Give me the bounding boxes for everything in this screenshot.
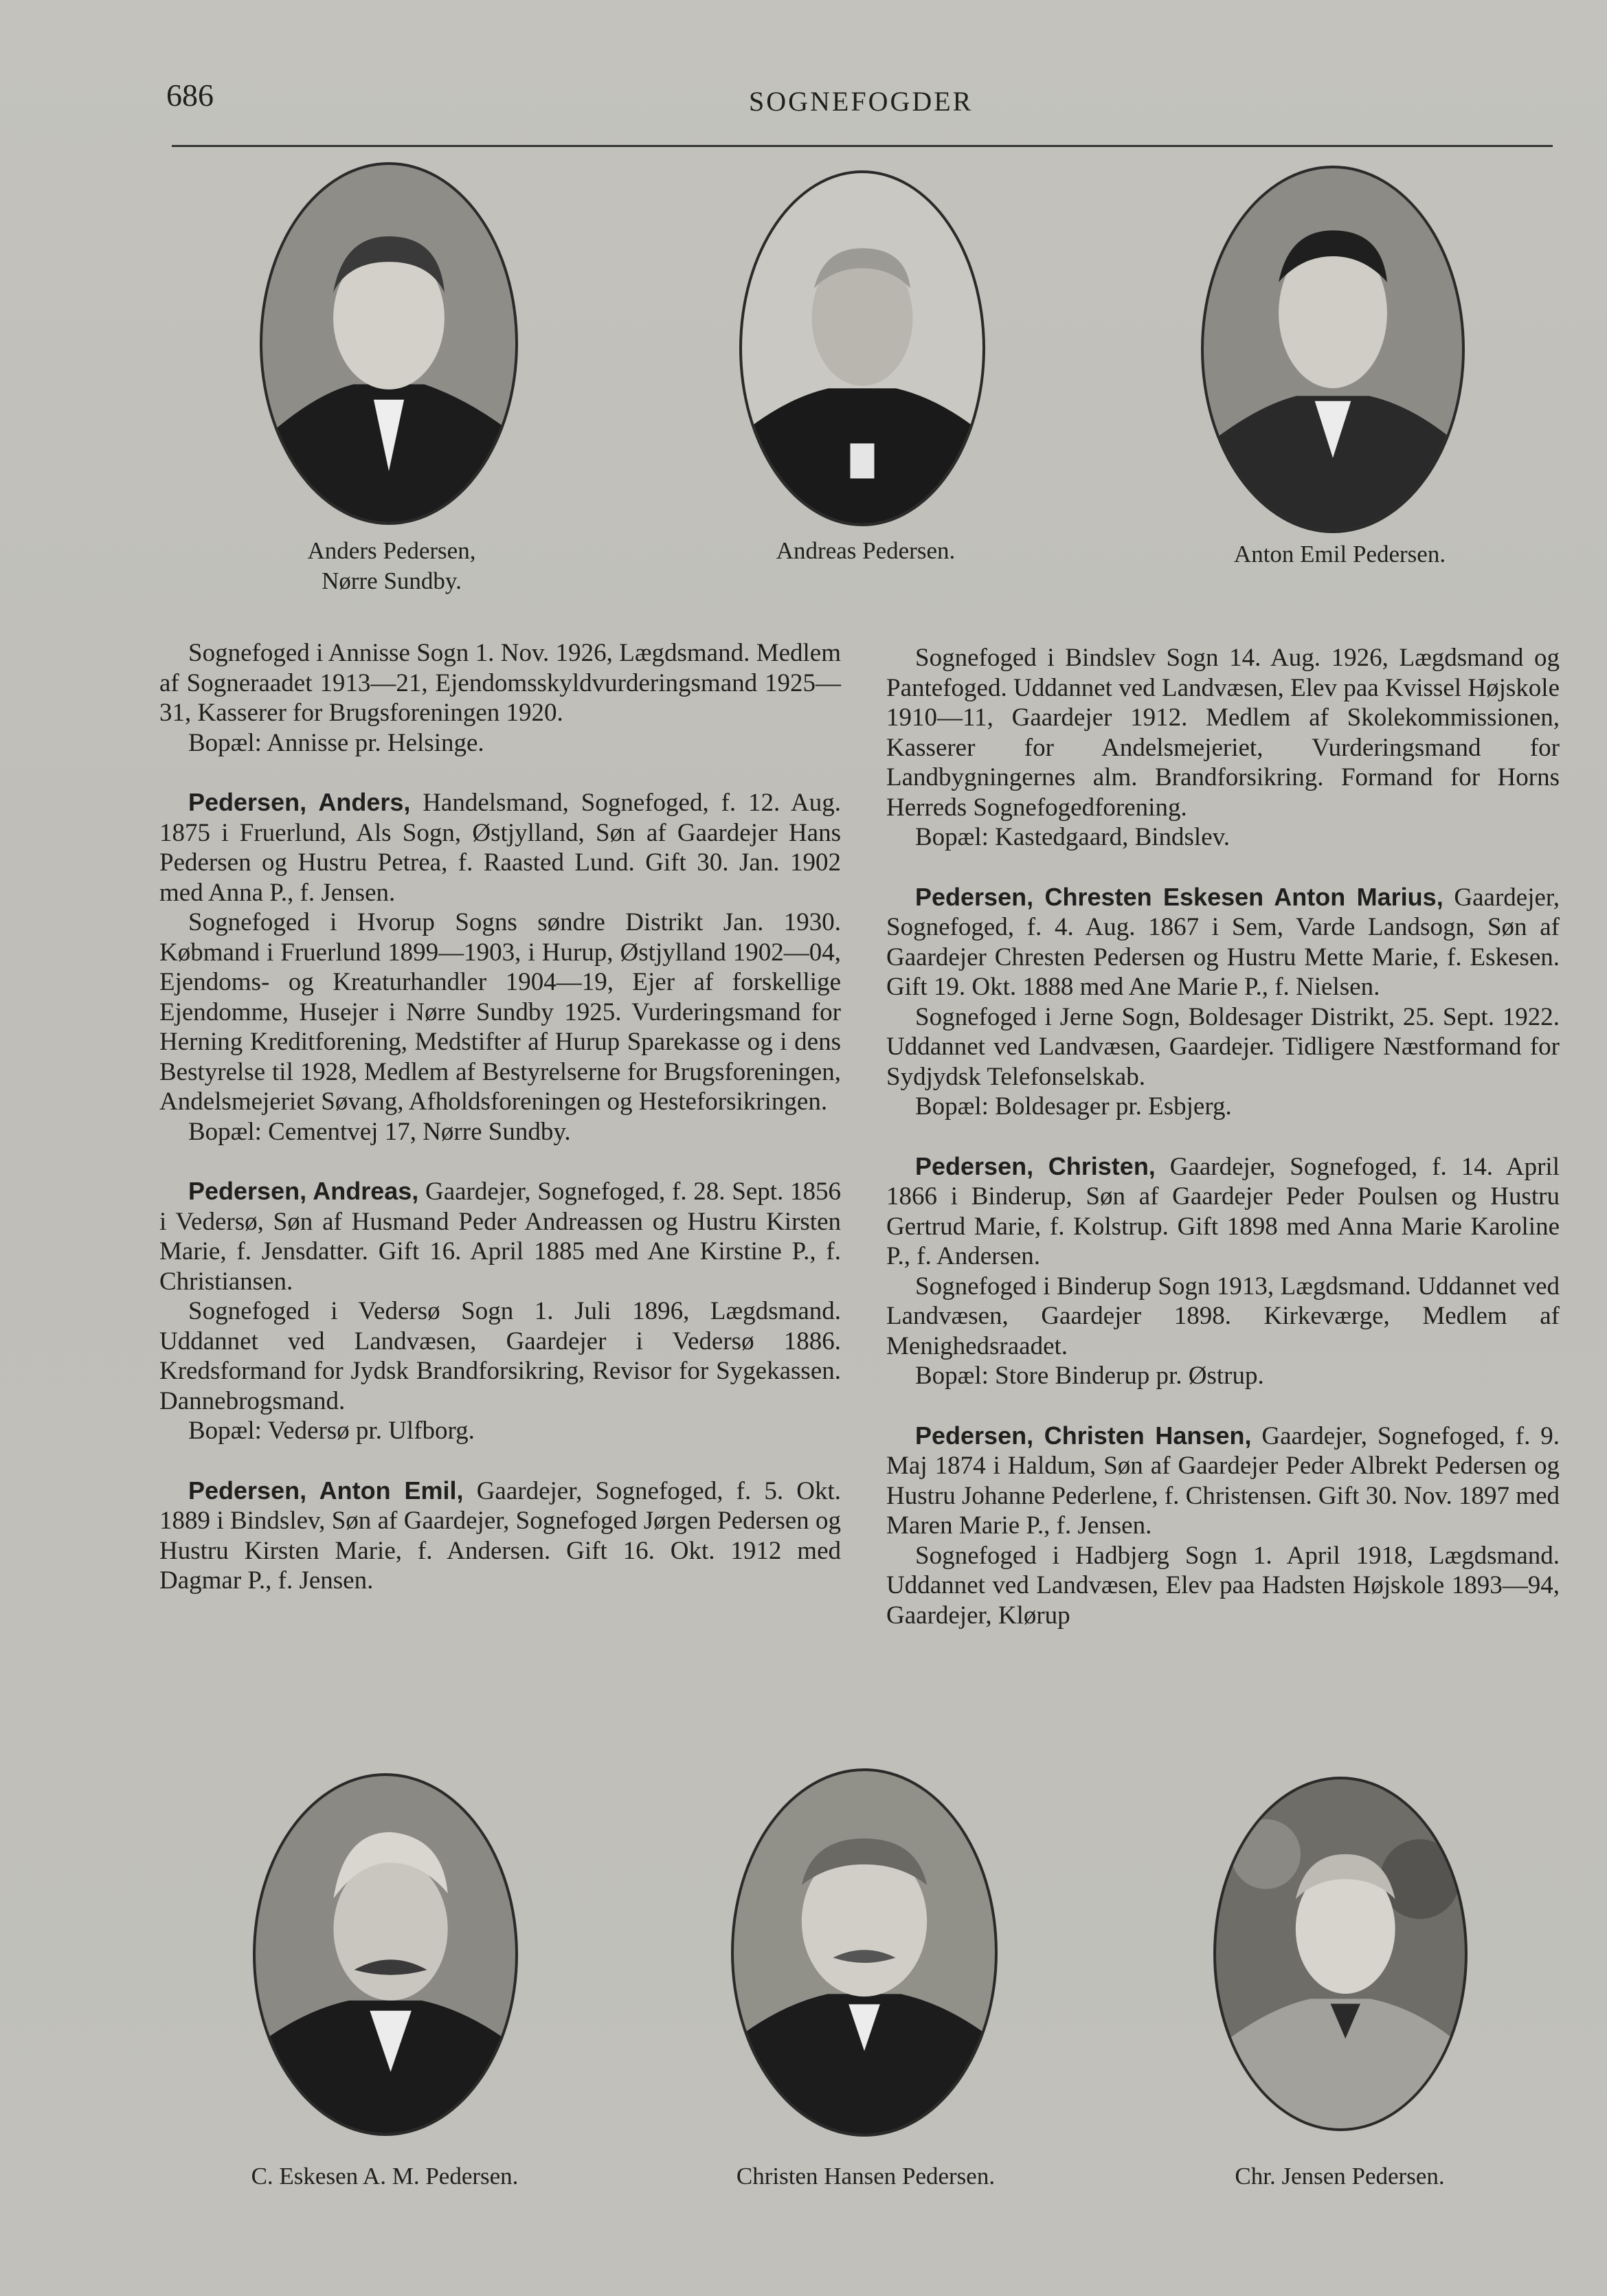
portrait-photo-chr-jensen-pedersen bbox=[1216, 1779, 1465, 2128]
running-title: SOGNEFOGDER bbox=[749, 86, 974, 117]
paragraph: Sognefoged i Vedersø Sogn 1. Juli 1896, Lægdsmand. Uddannet ved Landvæsen, Gaardejer i Vedersø 1886. Kredsformand for Jydsk Brandforsikring, Revisor for Sygekassen. Dannebrogsmand. bbox=[159, 1297, 841, 1415]
entry-name: Pedersen, Anton Emil, bbox=[188, 1476, 464, 1505]
caption-line: Anders Pedersen, bbox=[307, 537, 476, 564]
entry-bio: Gaardejer, Sognefoged, f. 9. Maj 1874 i Haldum, Søn af Gaardejer Peder Albrekt Pedersen og Hustru Johanne Pederlene, f. Christensen. Gift 30. Nov. 1897 med Maren Marie P., f. Jensen. bbox=[886, 1421, 1560, 1540]
entry-pedersen-christen bbox=[886, 1151, 1560, 1272]
residence: Bopæl: Cementvej 17, Nørre Sundby. bbox=[188, 1117, 571, 1146]
entry-pedersen-anders bbox=[159, 787, 841, 908]
portrait-photo-c-eskesen-a-m-pedersen bbox=[256, 1776, 515, 2133]
caption-christen-hansen-pedersen bbox=[687, 2161, 1044, 2192]
paragraph: Sognefoged i Hvorup Sogns søndre Distrikt Jan. 1930. Købmand i Fruerlund 1899—1903, i Hurup, Østjylland 1902—04, Ejendoms- og Kreaturhandler 1904—19, Ejer af forskellige Ejendomme, Husejer i Nørre Sundby 1925. Vurderingsmand for Herning Kreditforening, Medstifter af Hurup Sparekasse og i dens Bestyrelse til 1928, Medlem af Bestyrelserne for Brugsforeningen, Andelsmejeriet Søvang, Afholdsforeningen og Hesteforsikringen. bbox=[159, 908, 841, 1116]
portrait-photo-anton-emil-pedersen bbox=[1204, 168, 1462, 530]
caption-line: Christen Hansen Pedersen. bbox=[736, 2163, 996, 2190]
entry-name: Pedersen, Anders, bbox=[188, 788, 411, 816]
caption-andreas-pedersen bbox=[721, 536, 1010, 566]
residence: Bopæl: Kastedgaard, Bindslev. bbox=[915, 823, 1230, 851]
residence: Bopæl: Boldesager pr. Esbjerg. bbox=[915, 1092, 1232, 1121]
residence: Bopæl: Store Binderup pr. Østrup. bbox=[915, 1362, 1264, 1390]
entry-name: Pedersen, Chresten Eskesen Anton Marius, bbox=[915, 882, 1443, 911]
caption-line: Anton Emil Pedersen. bbox=[1233, 541, 1446, 567]
entry-bio: Gaardejer, Sognefoged, f. 5. Okt. 1889 i Bindslev, Søn af Gaardejer, Sognefoged Jørgen Pedersen og Hustru Kirsten Marie, f. Andersen. Gift 16. Okt. 1912 med Dagmar P., f. Jensen. bbox=[159, 1476, 841, 1595]
portrait-photo-anders-pedersen bbox=[262, 165, 515, 522]
right-text-column bbox=[886, 643, 1560, 1630]
entry-name: Pedersen, Christen Hansen, bbox=[915, 1421, 1252, 1450]
portrait-photo-andreas-pedersen bbox=[742, 173, 982, 524]
left-text-column bbox=[159, 638, 841, 1596]
entry-pedersen-christen-hansen bbox=[886, 1421, 1560, 1541]
residence: Bopæl: Annisse pr. Helsinge. bbox=[188, 728, 484, 757]
caption-line: Chr. Jensen Pedersen. bbox=[1235, 2163, 1445, 2190]
paragraph: Sognefoged i Binderup Sogn 1913, Lægdsmand. Uddannet ved Landvæsen, Gaardejer 1898. Kirkeværge, Medlem af Menighedsraadet. bbox=[886, 1272, 1560, 1360]
entry-pedersen-anton-emil bbox=[159, 1476, 841, 1596]
entry-bio: Gaardejer, Sognefoged, f. 14. April 1866 i Binderup, Søn af Gaardejer Peder Poulsen og Hustru Gertrud Marie, f. Kolstrup. Gift 1898 med Anna Marie Karoline P., f. Andersen. bbox=[886, 1152, 1560, 1270]
residence: Bopæl: Vedersø pr. Ulfborg. bbox=[188, 1417, 475, 1445]
caption-line: Nørre Sundby. bbox=[322, 567, 462, 594]
caption-anders-pedersen bbox=[240, 536, 543, 596]
entry-bio: Gaardejer, Sognefoged, f. 4. Aug. 1867 i Sem, Varde Landsogn, Søn af Gaardejer Chresten Pedersen og Hustru Mette Marie, f. Eskesen. Gift 19. Okt. 1888 med Ane Marie P., f. Nielsen. bbox=[886, 883, 1560, 1001]
paragraph: Sognefoged i Bindslev Sogn 14. Aug. 1926, Lægdsmand og Pantefoged. Uddannet ved Landvæsen, Elev paa Kvissel Højskole 1910—11, Gaardejer 1912. Medlem af Skolekommissionen, Kasserer for Andelsmejeriet, Vurderingsmand for Landbygningernes alm. Brandforsikring. Formand for Horns Herreds Sognefogedforening. bbox=[886, 644, 1560, 822]
entry-name: Pedersen, Christen, bbox=[915, 1151, 1156, 1180]
entry-pedersen-chresten bbox=[886, 882, 1560, 1002]
entry-bio: Gaardejer, Sognefoged, f. 28. Sept. 1856 i Vedersø, Søn af Husmand Peder Andreassen og Hustru Kirsten Marie, f. Jensdatter. Gift 16. April 1885 med Ane Kirstine P., f. Christiansen. bbox=[159, 1178, 841, 1296]
paragraph: Sognefoged i Jerne Sogn, Boldesager Distrikt, 25. Sept. 1922. Uddannet ved Landvæsen, Gaardejer. Tidligere Næstformand for Sydjydsk Telefonselskab. bbox=[886, 1002, 1560, 1091]
caption-chr-jensen-pedersen bbox=[1161, 2161, 1518, 2192]
entry-pedersen-andreas bbox=[159, 1176, 841, 1296]
portrait-photo-christen-hansen-pedersen bbox=[734, 1771, 995, 2134]
entry-name: Pedersen, Andreas, bbox=[188, 1177, 419, 1205]
caption-anton-emil-pedersen bbox=[1189, 539, 1491, 570]
caption-c-eskesen-a-m-pedersen bbox=[206, 2161, 563, 2192]
header-rule bbox=[172, 145, 1553, 147]
page-number: 686 bbox=[166, 78, 214, 113]
paragraph: Sognefoged i Hadbjerg Sogn 1. April 1918, Lægdsmand. Uddannet ved Landvæsen, Elev paa Hadsten Højskole 1893—94, Gaardejer, Klørup bbox=[886, 1541, 1560, 1630]
entry-bio: Handelsmand, Sognefoged, f. 12. Aug. 1875 i Fruerlund, Als Sogn, Østjylland, Søn af Gaardejer Hans Pedersen og Hustru Petrea, f. Raasted Lund. Gift 30. Jan. 1902 med Anna P., f. Jensen. bbox=[159, 789, 841, 907]
caption-line: C. Eskesen A. M. Pedersen. bbox=[251, 2163, 519, 2190]
paragraph: Sognefoged i Annisse Sogn 1. Nov. 1926, Lægdsmand. Medlem af Sogneraadet 1913—21, Ejendomsskyldvurderingsmand 1925—31, Kasserer for Brugsforeningen 1920. bbox=[159, 639, 841, 727]
caption-line: Andreas Pedersen. bbox=[776, 537, 956, 564]
